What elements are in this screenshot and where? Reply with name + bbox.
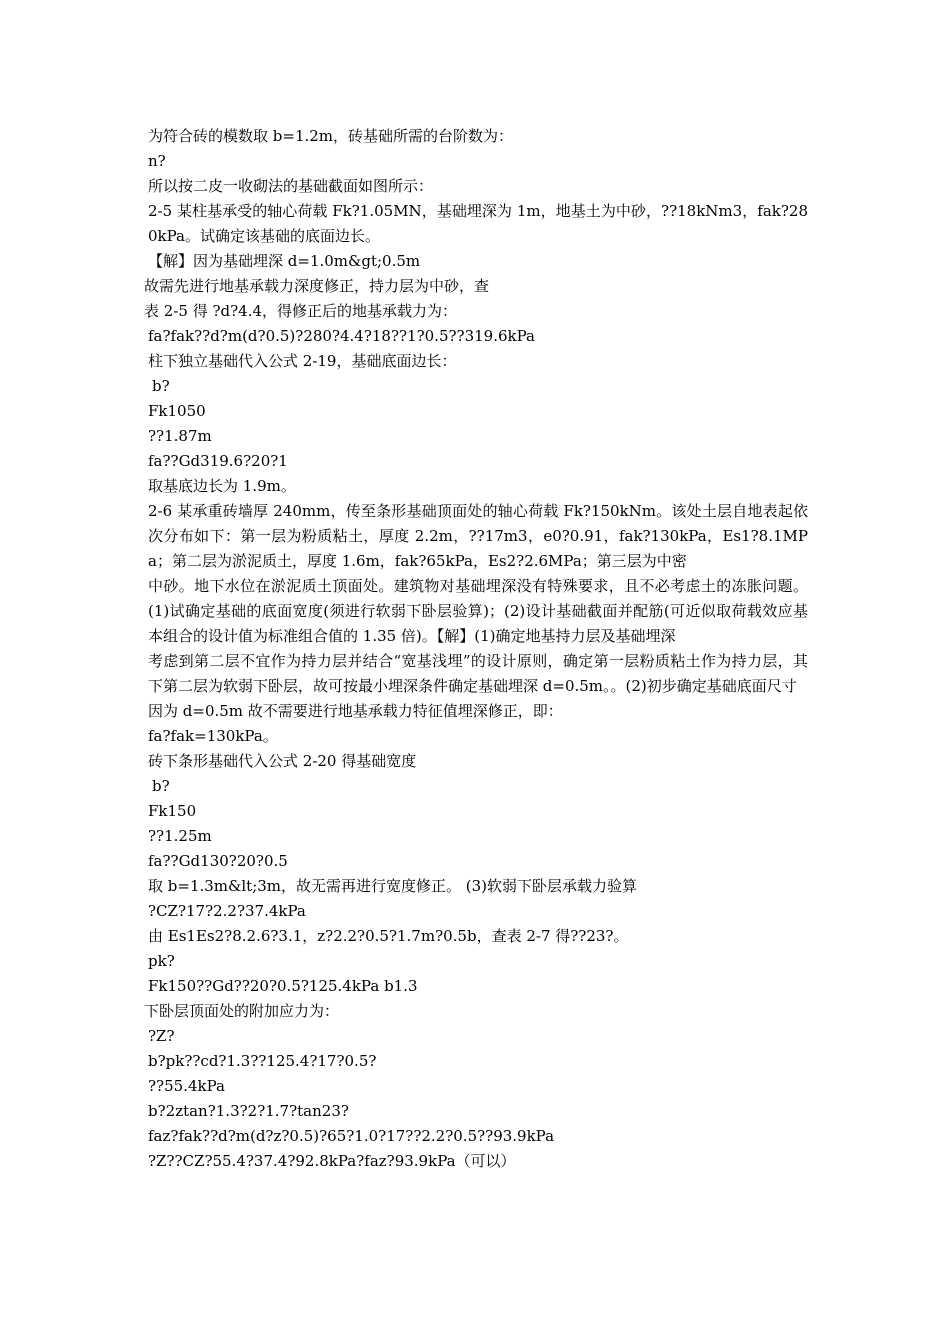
formula-line: Fk150 [148, 802, 197, 820]
paragraph-problem-2-5: 2-5 某柱基承受的轴心荷载 Fk?1.05MN，基础埋深为 1m，地基土为中砂，??18kNm3，fak?280kPa。试确定该基础的底面边长。 [148, 202, 808, 245]
formula-line: Fk150??Gd??20?0.5?125.4kPa b1.3 [148, 977, 418, 995]
formula-line: ??1.25m [148, 827, 212, 845]
text-line: 砖下条形基础代入公式 2-20 得基础宽度 [148, 752, 417, 770]
formula-line: fa??Gd130?20?0.5 [148, 852, 288, 870]
formula-line: ?Z? [148, 1027, 175, 1045]
formula-line: pk? [148, 952, 175, 970]
formula-line: fa?fak??d?m(d?0.5)?280?4.4?18??1?0.5??319.6kPa [148, 327, 535, 345]
text-line: 表 2-5 得 ?d?4.4，得修正后的地基承载力为： [144, 302, 458, 320]
formula-line: b?2ztan?1.3?2?1.7?tan23? [148, 1102, 349, 1120]
text-line: 为符合砖的模数取 b=1.2m，砖基础所需的台阶数为： [148, 127, 514, 145]
text-line: 柱下独立基础代入公式 2-19，基础底面边长： [148, 352, 457, 370]
formula-line: ??1.87m [148, 427, 212, 445]
formula-line: Fk1050 [148, 402, 206, 420]
formula-line: ??55.4kPa [148, 1077, 225, 1095]
formula-line: b?pk??cd?1.3??125.4?17?0.5? [148, 1052, 377, 1070]
formula-line: fa?fak=130kPa。 [148, 727, 278, 745]
text-line: 所以按二皮一收砌法的基础截面如图所示： [148, 177, 434, 195]
formula-line: faz?fak??d?m(d?z?0.5)?65?1.0?17??2.2?0.5??93.9kPa [148, 1127, 555, 1145]
text-line: n? [148, 152, 166, 170]
text-line: 因为 d=0.5m 故不需要进行地基承载力特征值埋深修正，即： [148, 702, 563, 720]
text-line: 由 Es1Es2?8.2.6?3.1，z?2.2?0.5?1.7m?0.5b，查表 2-7 得??23?。 [148, 927, 629, 945]
text-line: 【解】因为基础埋深 d=1.0m&gt;0.5m [148, 252, 421, 270]
text-line: 故需先进行地基承载力深度修正，持力层为中砂，查 [144, 277, 490, 295]
text-line: 取基底边长为 1.9m。 [148, 477, 296, 495]
document-body [144, 124, 808, 1174]
paragraph: 中砂。地下水位在淤泥质土顶面处。建筑物对基础埋深没有特殊要求，且不必考虑土的冻胀问题。(1)试确定基础的底面宽度(须进行软弱下卧层验算)；(2)设计基础截面并配筋(可近似取荷载效应基本组合的设计值为标准组合值的 1.35 倍)。【解】(1)确定地基持力层及基础埋深 [148, 577, 808, 645]
formula-line: b? [152, 777, 170, 795]
formula-line: fa??Gd319.6?20?1 [148, 452, 288, 470]
formula-line: ?CZ?17?2.2?37.4kPa [148, 902, 306, 920]
paragraph: 考虑到第二层不宜作为持力层并结合“宽基浅埋”的设计原则，确定第一层粉质粘土作为持力层，其下第二层为软弱下卧层，故可按最小埋深条件确定基础埋深 d=0.5m。。(2)初步确定基础底面尺寸 [148, 652, 808, 695]
text-line: 下卧层顶面处的附加应力为： [144, 1002, 340, 1020]
paragraph-problem-2-6: 2-6 某承重砖墙厚 240mm，传至条形基础顶面处的轴心荷载 Fk?150kNm。该处土层自地表起依次分布如下：第一层为粉质粘土，厚度 2.2m，??17m3，e0?0.91，fak?130kPa，Es1?8.1MPa；第二层为淤泥质土，厚度 1.6m，fak?65kPa，Es2?2.6MPa；第三层为中密 [148, 502, 808, 570]
formula-line: ?Z??CZ?55.4?37.4?92.8kPa?faz?93.9kPa（可以） [148, 1152, 516, 1170]
formula-line: b? [152, 377, 170, 395]
text-line: 取 b=1.3m&lt;3m，故无需再进行宽度修正。 (3)软弱下卧层承载力验算 [148, 877, 638, 895]
